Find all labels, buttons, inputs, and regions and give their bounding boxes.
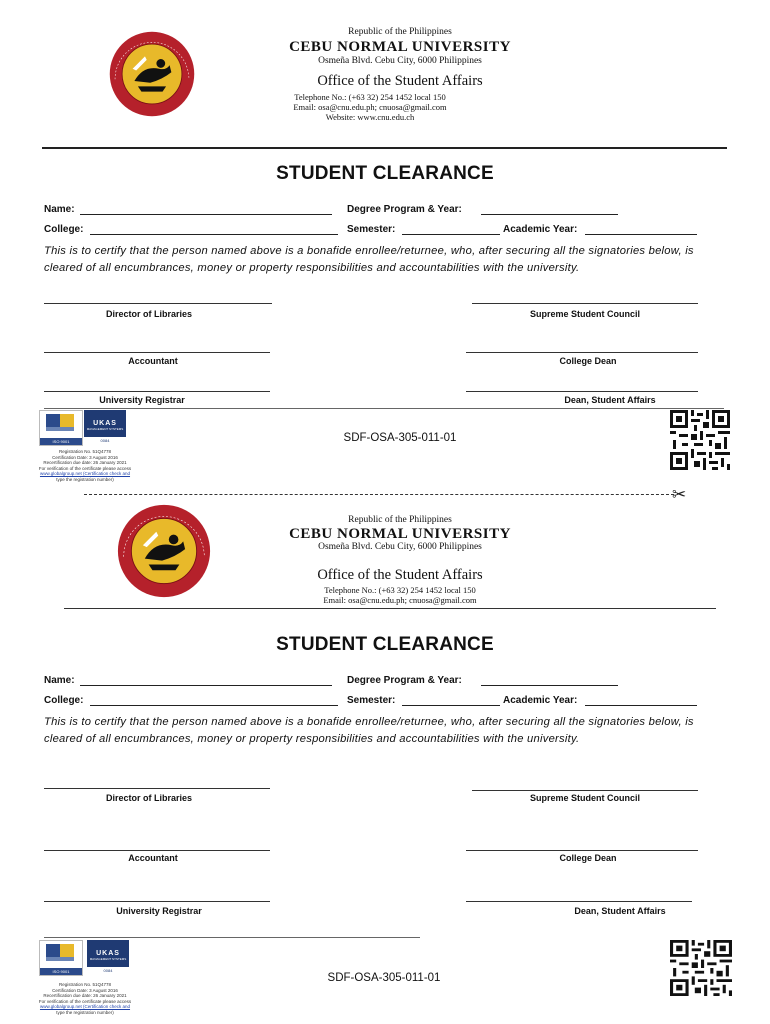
sigline-university-registrar[interactable]	[44, 901, 270, 902]
academic-year-label: Academic Year:	[503, 224, 578, 235]
semester-label: Semester:	[347, 224, 396, 235]
university-seal-logo	[116, 503, 212, 599]
label-college-dean: College Dean	[559, 356, 617, 366]
certify-paragraph: This is to certify that the person named above is a bonafide enrollee/returnee, who, after securing all the signatories below, is cleared of all encumbrances, money or property responsibilities and accountabilities with the university.	[44, 716, 694, 745]
sigline-dean-student-affairs[interactable]	[466, 901, 692, 902]
sigline-accountant[interactable]	[44, 850, 270, 851]
certify-paragraph: This is to certify that the person named above is a bonafide enrollee/returnee, who, after securing all the signatories below, is cleared of all encumbrances, money or property responsibilities and accountabilities with the university.	[44, 245, 694, 274]
academic-year-field[interactable]	[585, 705, 697, 706]
label-university-registrar: University Registrar	[116, 906, 202, 916]
badge-iso-label: ISO 9001	[40, 438, 82, 445]
footer-divider	[44, 408, 724, 409]
sigline-accountant[interactable]	[44, 352, 270, 353]
label-university-registrar: University Registrar	[99, 395, 185, 405]
scissors-icon: ✂	[672, 485, 687, 504]
university-name: CEBU NORMAL UNIVERSITY	[289, 39, 511, 55]
sigline-college-dean[interactable]	[466, 850, 698, 851]
certification-notes	[36, 982, 134, 1015]
label-supreme-student-council: Supreme Student Council	[529, 793, 640, 803]
office-name: Office of the Student Affairs	[317, 73, 483, 89]
sigline-supreme-student-council[interactable]	[472, 790, 698, 791]
cert-link[interactable]: www.globalgroup.net (Certification check and	[39, 471, 131, 476]
ukas-label: UKAS	[96, 950, 120, 957]
college-label: College:	[44, 224, 84, 235]
cert-line: For verification of the certificate please access	[38, 998, 132, 1004]
university-address: Osmeña Blvd. Cebu City, 6000 Philippines	[318, 56, 482, 66]
sigline-supreme-student-council[interactable]	[472, 303, 698, 304]
sigline-director-libraries[interactable]	[44, 303, 272, 304]
label-dean-student-affairs: Dean, Student Affairs	[564, 395, 656, 405]
header-divider	[42, 147, 727, 149]
academic-year-label: Academic Year:	[503, 695, 578, 706]
degree-field[interactable]	[481, 685, 618, 686]
ukas-number: 0084	[87, 967, 129, 974]
college-field[interactable]	[90, 705, 338, 706]
college-label: College:	[44, 695, 84, 706]
name-field[interactable]	[80, 214, 332, 215]
qr-code-icon[interactable]	[670, 940, 732, 996]
republic-text: Republic of the Philippines	[348, 515, 452, 525]
cert-link[interactable]: www.globalgroup.net (Certification check and	[39, 1004, 131, 1009]
header-divider	[64, 608, 716, 609]
badge-iso-label: ISO 9001	[40, 968, 82, 975]
ukas-badge	[84, 410, 126, 444]
office-website: Website: www.cnu.edu.ch	[325, 112, 415, 122]
label-director-libraries: Director of Libraries	[105, 793, 193, 803]
cert-line: Certification Date: 3 August 2016	[52, 454, 118, 460]
sigline-university-registrar[interactable]	[44, 391, 270, 392]
ukas-label: UKAS	[93, 420, 117, 427]
label-college-dean: College Dean	[559, 853, 617, 863]
sigline-dean-student-affairs[interactable]	[466, 391, 698, 392]
degree-label: Degree Program & Year:	[347, 675, 462, 686]
label-dean-student-affairs: Dean, Student Affairs	[574, 906, 666, 916]
republic-text: Republic of the Philippines	[348, 27, 452, 37]
form-title: STUDENT CLEARANCE	[276, 634, 494, 655]
office-email: Email: osa@cnu.edu.ph; cnuosa@gmail.com	[323, 595, 477, 605]
university-name: CEBU NORMAL UNIVERSITY	[289, 526, 511, 542]
university-address: Osmeña Blvd. Cebu City, 6000 Philippines	[318, 542, 482, 552]
label-accountant: Accountant	[128, 356, 178, 366]
ukas-sub: MANAGEMENT SYSTEMS	[89, 957, 127, 961]
office-telephone: Telephone No.: (+63 32) 254 1452 local 150	[294, 92, 446, 102]
form-title: STUDENT CLEARANCE	[276, 163, 494, 184]
footer-divider	[44, 937, 420, 938]
label-director-libraries: Director of Libraries	[105, 309, 193, 319]
document-code: SDF-OSA-305-011-01	[327, 972, 441, 984]
cert-line: Certification Date: 3 August 2016	[52, 987, 118, 993]
ukas-number: 0084	[84, 437, 126, 444]
sigline-college-dean[interactable]	[466, 352, 698, 353]
office-email: Email: osa@cnu.edu.ph; cnuosa@gmail.com	[293, 102, 447, 112]
name-label: Name:	[44, 204, 75, 215]
office-telephone: Telephone No.: (+63 32) 254 1452 local 150	[324, 585, 476, 595]
cert-line: Registration No. 51Q4778	[58, 982, 112, 987]
cert-line: type the registration number)	[56, 1009, 114, 1015]
cut-line	[84, 494, 674, 495]
document-code: SDF-OSA-305-011-01	[343, 432, 457, 444]
ukas-badge	[87, 940, 129, 974]
cert-line: Recertification due date: 26 January 2021	[43, 993, 127, 998]
university-seal-logo	[108, 30, 196, 118]
label-supreme-student-council: Supreme Student Council	[529, 309, 640, 319]
ukas-sub: MANAGEMENT SYSTEMS	[86, 427, 124, 431]
global-group-badge	[39, 940, 83, 976]
cert-line: type the registration number)	[56, 476, 114, 482]
college-field[interactable]	[90, 234, 338, 235]
semester-label: Semester:	[347, 695, 396, 706]
sigline-director-libraries[interactable]	[44, 788, 270, 789]
degree-label: Degree Program & Year:	[347, 204, 462, 215]
certification-notes	[36, 449, 134, 482]
global-group-badge	[39, 410, 83, 446]
cert-line: For verification of the certificate please access	[38, 465, 132, 471]
degree-field[interactable]	[481, 214, 618, 215]
semester-field[interactable]	[402, 705, 500, 706]
qr-code-icon[interactable]	[670, 410, 730, 470]
semester-field[interactable]	[402, 234, 500, 235]
name-label: Name:	[44, 675, 75, 686]
cert-line: Recertification due date: 26 January 2021	[43, 460, 127, 465]
office-name: Office of the Student Affairs	[317, 567, 483, 583]
academic-year-field[interactable]	[585, 234, 697, 235]
cert-line: Registration No. 51Q4778	[58, 449, 112, 454]
name-field[interactable]	[80, 685, 332, 686]
label-accountant: Accountant	[128, 853, 178, 863]
